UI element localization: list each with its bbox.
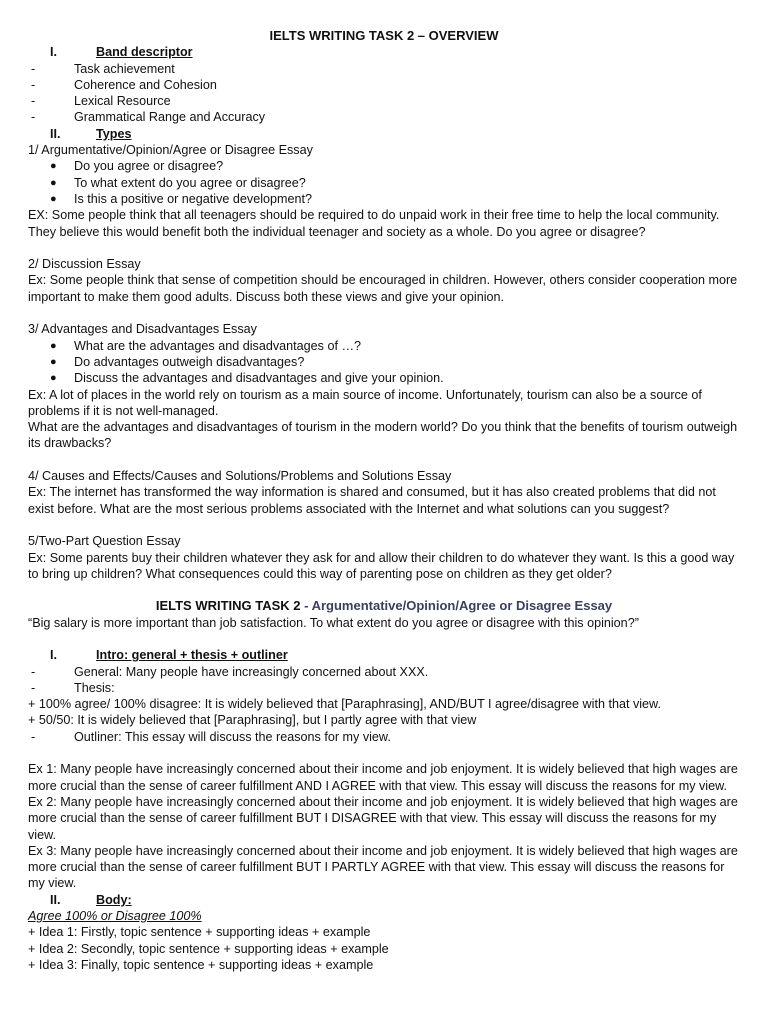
idea-line: + Idea 3: Finally, topic sentence + supporting ideas + example (28, 957, 374, 972)
section-intro (28, 647, 740, 663)
section-title: Types (96, 126, 132, 141)
section-number: I. (50, 648, 57, 663)
example-text: Ex: A lot of places in the world rely on tourism as a main source of income. Unfortunately, tourism can also be a source of problems if it is not well-managed. (28, 387, 702, 418)
list-item: - Grammatical Range and Accuracy (31, 110, 266, 125)
example-text: Ex 1: Many people have increasingly concerned about their income and job enjoyment. It is widely believed that high wages are more crucial than the sense of career fulfillment AND I AGREE with that view. This essay will discuss the reasons for my view. (28, 762, 738, 793)
section-types (28, 126, 740, 142)
type-heading: 5/Two-Part Question Essay (28, 534, 181, 549)
list-item: - Thesis: (31, 680, 115, 695)
thesis-option: + 50/50: It is widely believed that [Paraphrasing], but I partly agree with that view (28, 713, 477, 728)
section-body (28, 892, 740, 908)
example-text: What are the advantages and disadvantages of tourism in the modern world? Do you think that the benefits of tourism outweigh its drawbacks? (28, 420, 738, 451)
bullet-item: ● To what extent do you agree or disagree? (50, 175, 306, 190)
task-subtitle: - Argumentative/Opinion/Agree or Disagree Essay (300, 598, 613, 614)
section-band-descriptor (28, 44, 740, 60)
type-heading: 4/ Causes and Effects/Causes and Solutions/Problems and Solutions Essay (28, 469, 452, 484)
example-text: Ex 3: Many people have increasingly concerned about their income and job enjoyment. It is widely believed that high wages are more crucial than the sense of career fulfillment BUT I PARTLY AGREE with that view. This essay will discuss the reasons for my view. (28, 843, 738, 891)
bullet-item: ● Do advantages outweigh disadvantages? (50, 354, 305, 369)
list-item: - Task achievement (31, 61, 175, 76)
bullet-item: ● Discuss the advantages and disadvantages and give your opinion. (50, 371, 444, 386)
task-title: IELTS WRITING TASK 2 - Argumentative/Opinion/Agree or Disagree Essay (155, 598, 613, 614)
list-item: - General: Many people have increasingly concerned about XXX. (31, 664, 429, 679)
bullet-item: ● What are the advantages and disadvantages of …? (50, 338, 362, 353)
example-text: Ex: The internet has transformed the way information is shared and consumed, but it has also created problems that did not exist before. What are the most serious problems associated with the Internet and what solutions can you suggest? (28, 485, 716, 516)
idea-line: + Idea 1: Firstly, topic sentence + supporting ideas + example (28, 925, 371, 940)
task-prompt: “Big salary is more important than job satisfaction. To what extent do you agree or disagree with this opinion?” (28, 615, 639, 630)
idea-line: + Idea 2: Secondly, topic sentence + supporting ideas + example (28, 941, 389, 956)
body-subheading: Agree 100% or Disagree 100% (28, 909, 202, 924)
overview-title: IELTS WRITING TASK 2 – OVERVIEW (269, 28, 499, 43)
section-title: Intro: general + thesis + outliner (96, 648, 288, 663)
section-number: I. (50, 45, 57, 60)
section-number: II. (50, 892, 61, 907)
bullet-item: ● Do you agree or disagree? (50, 159, 224, 174)
thesis-option: + 100% agree/ 100% disagree: It is widely believed that [Paraphrasing], AND/BUT I agree/disagree with that view. (28, 697, 661, 712)
type-heading: 3/ Advantages and Disadvantages Essay (28, 322, 257, 337)
list-item: - Outliner: This essay will discuss the reasons for my view. (31, 729, 391, 744)
type-heading: 1/ Argumentative/Opinion/Agree or Disagree Essay (28, 143, 313, 158)
example-text: EX: Some people think that all teenagers should be required to do unpaid work in their free time to help the local community. They believe this would benefit both the individual teenager and society as a whole. Do you agree or disagree? (28, 208, 720, 239)
section-title: Body: (96, 892, 132, 907)
example-text: Ex: Some parents buy their children whatever they ask for and allow their children to do whatever they want. Is this a good way to bring up children? What consequences could this way of parenting pose on children as they get older? (28, 550, 735, 581)
example-text: Ex: Some people think that sense of competition should be encouraged in children. However, others consider cooperation more important to make them good adults. Discuss both these views and give your opinion. (28, 273, 738, 304)
section-number: II. (50, 126, 61, 141)
example-text: Ex 2: Many people have increasingly concerned about their income and job enjoyment. It is widely believed that high wages are more crucial than the sense of career fulfillment BUT I DISAGREE with that view. This essay will discuss the reasons for my view. (28, 794, 738, 842)
bullet-item: ● Is this a positive or negative development? (50, 191, 313, 206)
type-heading: 2/ Discussion Essay (28, 257, 141, 272)
list-item: - Coherence and Cohesion (31, 77, 217, 92)
section-title: Band descriptor (96, 45, 193, 60)
list-item: - Lexical Resource (31, 94, 171, 109)
